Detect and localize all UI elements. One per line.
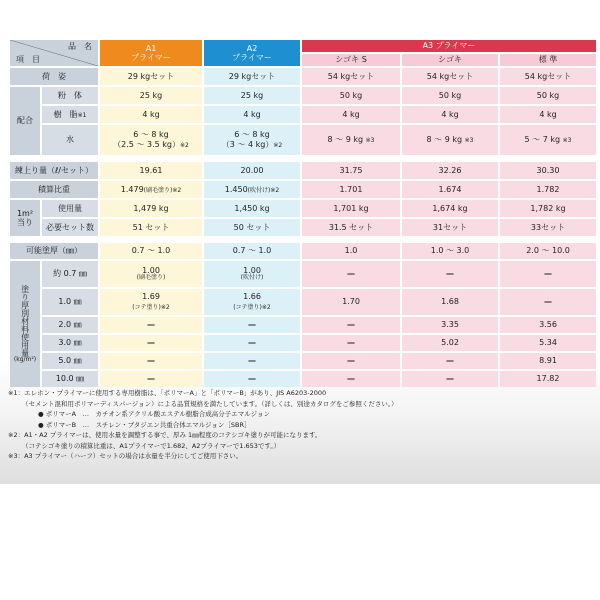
label-nuriatsu-unit: (kg/m²) bbox=[13, 355, 37, 363]
cell-sekisan-a3-2: 1.674 bbox=[402, 181, 498, 198]
cell-hitsuyo-a3-3: 33セット bbox=[500, 219, 596, 236]
header-row-1 bbox=[10, 40, 596, 52]
cell-mizu-a1-mark: ※2 bbox=[179, 141, 189, 149]
label-per-m2: 1m² 当り bbox=[10, 200, 40, 236]
header-a2 bbox=[204, 40, 300, 66]
cell-neriage-a3-1: 31.75 bbox=[302, 162, 400, 179]
cell-thick-1-a2-value: 1.66 bbox=[243, 292, 261, 302]
header-a3-sub-2: シゴキ bbox=[402, 54, 498, 66]
cell-sekisan-a1-note: (刷毛塗り) bbox=[143, 186, 173, 194]
cell-thick-4-a3-2: — bbox=[402, 353, 498, 369]
cell-thick-1-a1 bbox=[100, 289, 202, 315]
cell-mizu-a3-2 bbox=[402, 125, 498, 155]
cell-mizu-a2-mark: ※2 bbox=[273, 141, 283, 149]
row-jushi bbox=[10, 106, 596, 123]
cell-thick-2-a3-1: — bbox=[302, 317, 400, 333]
cell-katsuatsu-a3-1: 1.0 bbox=[302, 243, 400, 259]
label-funtai: 粉 体 bbox=[42, 87, 98, 104]
cell-thick-0-a3-1: — bbox=[302, 261, 400, 287]
header-a1-name: プライマー bbox=[131, 53, 171, 62]
cell-thick-1-a2 bbox=[204, 289, 300, 315]
cell-thick-5-a2: — bbox=[204, 371, 300, 387]
cell-neriage-a3-3: 30.30 bbox=[500, 162, 596, 179]
cell-thick-1-a3-3: — bbox=[500, 289, 596, 315]
label-thick-3: 3.0 ㎜ bbox=[42, 335, 98, 351]
cell-thick-1-a1-note: (コテ塗り) bbox=[132, 303, 161, 311]
footnote-3: ※3：A3 プライマー（ハーフ）セットの場合は水量を半分にしてご使用下さい。 bbox=[8, 452, 243, 460]
row-thick-1 bbox=[10, 289, 596, 315]
row-sekisan bbox=[10, 181, 596, 198]
cell-thick-1-a3-2: 1.68 bbox=[402, 289, 498, 315]
cell-thick-4-a3-3: 8.91 bbox=[500, 353, 596, 369]
label-jushi-mark: ※1 bbox=[77, 111, 87, 119]
header-a1-code: A1 bbox=[145, 43, 157, 53]
cell-mizu-a1-sub: （2.5 〜 3.5 kg） bbox=[113, 139, 180, 149]
cell-katsuatsu-a3-2: 1.0 〜 3.0 bbox=[402, 243, 498, 259]
row-nisugata bbox=[10, 68, 596, 85]
header-a3-sub-3: 標 準 bbox=[500, 54, 596, 66]
cell-jushi-a3-2: 4 kg bbox=[402, 106, 498, 123]
corner-product-label: 品 名 bbox=[68, 42, 92, 51]
cell-jushi-a3-1: 4 kg bbox=[302, 106, 400, 123]
cell-thick-2-a2: — bbox=[204, 317, 300, 333]
cell-sekisan-a3-3: 1.782 bbox=[500, 181, 596, 198]
cell-katsuatsu-a1: 0.7 〜 1.0 bbox=[100, 243, 202, 259]
spec-table bbox=[8, 38, 598, 389]
cell-thick-0-a3-2: — bbox=[402, 261, 498, 287]
cell-hitsuyo-a1: 51 セット bbox=[100, 219, 202, 236]
cell-thick-0-a1 bbox=[100, 261, 202, 287]
cell-sekisan-a1-mark: ※2 bbox=[172, 186, 182, 194]
cell-sekisan-a1 bbox=[100, 181, 202, 198]
label-nisugata: 荷 姿 bbox=[10, 68, 98, 85]
label-mizu: 水 bbox=[42, 125, 98, 155]
cell-katsuatsu-a2: 0.7 〜 1.0 bbox=[204, 243, 300, 259]
footnote-1-line-2: （セメント混和用ポリマーディスパージョン）による品質規格を満たしています。（詳しくは、別途カタログをご参照ください。） bbox=[22, 399, 398, 408]
header-a2-name: プライマー bbox=[232, 53, 272, 62]
label-sekisan: 積算比重 bbox=[10, 181, 98, 198]
cell-neriage-a1: 19.61 bbox=[100, 162, 202, 179]
cell-mizu-a3-3 bbox=[500, 125, 596, 155]
cell-thick-0-a2-value: 1.00 bbox=[243, 265, 261, 275]
cell-funtai-a3-3: 50 kg bbox=[500, 87, 596, 104]
cell-sekisan-a2-value: 1.450 bbox=[224, 184, 248, 194]
cell-mizu-a3-3-mark: ※3 bbox=[562, 137, 572, 145]
cell-jushi-a1: 4 kg bbox=[100, 106, 202, 123]
cell-nisugata-a3-3: 54 kgセット bbox=[500, 68, 596, 85]
cell-thick-0-a2-note: (吹付け) bbox=[240, 274, 264, 282]
row-hitsuyo bbox=[10, 219, 596, 236]
cell-thick-0-a3-3: — bbox=[500, 261, 596, 287]
cell-thick-0-a1-note: (刷毛塗り) bbox=[136, 274, 166, 282]
cell-hitsuyo-a2: 50 セット bbox=[204, 219, 300, 236]
cell-thick-3-a3-2: 5.02 bbox=[402, 335, 498, 351]
cell-thick-1-a2-mark: ※2 bbox=[261, 303, 271, 311]
cell-funtai-a1: 25 kg bbox=[100, 87, 202, 104]
cell-mizu-a3-3-value: 5 〜 7 kg bbox=[524, 135, 561, 145]
cell-sekisan-a2 bbox=[204, 181, 300, 198]
cell-shiyo-a2: 1,450 kg bbox=[204, 200, 300, 217]
cell-thick-3-a3-1: — bbox=[302, 335, 400, 351]
label-thick-5: 10.0 ㎜ bbox=[42, 371, 98, 387]
cell-shiyo-a3-3: 1,782 kg bbox=[500, 200, 596, 217]
cell-mizu-a2-main: 6 〜 8 kg bbox=[234, 130, 270, 140]
header-a1 bbox=[100, 40, 202, 66]
label-nuriatsu bbox=[10, 261, 40, 387]
cell-mizu-a3-1-value: 8 〜 9 kg bbox=[327, 135, 364, 145]
label-haigo: 配合 bbox=[10, 87, 40, 155]
cell-thick-1-a3-1: 1.70 bbox=[302, 289, 400, 315]
cell-mizu-a1 bbox=[100, 125, 202, 155]
cell-jushi-a3-3: 4 kg bbox=[500, 106, 596, 123]
cell-sekisan-a2-mark: ※2 bbox=[270, 186, 280, 194]
cell-sekisan-a1-value: 1.479 bbox=[120, 184, 144, 194]
corner-item-label: 項 目 bbox=[16, 54, 40, 64]
cell-sekisan-a3-1: 1.701 bbox=[302, 181, 400, 198]
footnote-2-line-1: ※2：A1・A2 プライマーは、使用水量を調整する事で、厚み 1㎜程度のコテシゴキ塗りが可能になります。 bbox=[8, 431, 322, 439]
label-thick-1: 1.0 ㎜ bbox=[42, 289, 98, 315]
label-shiyo: 使用量 bbox=[42, 200, 98, 217]
cell-nisugata-a3-1: 54 kgセット bbox=[302, 68, 400, 85]
cell-thick-0-a2 bbox=[204, 261, 300, 287]
cell-thick-5-a3-1: — bbox=[302, 371, 400, 387]
cell-sekisan-a2-note: (吹付け) bbox=[247, 186, 271, 194]
cell-thick-2-a1: — bbox=[100, 317, 202, 333]
label-thick-4: 5.0 ㎜ bbox=[42, 353, 98, 369]
row-thick-5 bbox=[10, 371, 596, 387]
cell-shiyo-a3-1: 1,701 kg bbox=[302, 200, 400, 217]
row-thick-0 bbox=[10, 261, 596, 287]
footnote-1-line-1: ※1：エレホン・プライマーに使用する専用樹脂は、「ポリマーA」と「ポリマーB」があり、JIS A6203-2000 bbox=[8, 389, 327, 397]
cell-shiyo-a1: 1,479 kg bbox=[100, 200, 202, 217]
cell-thick-5-a3-3: 17.82 bbox=[500, 371, 596, 387]
footnote-2-line-2: （コテシゴキ塗りの積算比重は、A1プライマーで1.682、A2プライマーで1.653です。） bbox=[22, 441, 281, 450]
row-funtai bbox=[10, 87, 596, 104]
cell-thick-0-a1-value: 1.00 bbox=[142, 265, 160, 275]
label-jushi-text: 樹 脂 bbox=[53, 109, 78, 119]
cell-thick-3-a2: — bbox=[204, 335, 300, 351]
label-hitsuyo: 必要セット数 bbox=[42, 219, 98, 236]
header-a3: A3 プライマー bbox=[302, 40, 596, 52]
cell-thick-4-a1: — bbox=[100, 353, 202, 369]
cell-mizu-a3-1 bbox=[302, 125, 400, 155]
cell-mizu-a2-sub: （3 〜 4 kg） bbox=[221, 139, 274, 149]
cell-hitsuyo-a3-1: 31.5 セット bbox=[302, 219, 400, 236]
cell-funtai-a3-1: 50 kg bbox=[302, 87, 400, 104]
cell-thick-5-a3-2: — bbox=[402, 371, 498, 387]
footnote-1-polymer-b: ● ポリマーB … スチレン・ブタジエン共重合体エマルジョン［SBR］ bbox=[38, 420, 251, 429]
row-thick-4 bbox=[10, 353, 596, 369]
cell-thick-1-a2-note: (コテ塗り) bbox=[233, 303, 262, 311]
label-thick-0: 約 0.7 ㎜ bbox=[42, 261, 98, 287]
cell-hitsuyo-a3-2: 31セット bbox=[402, 219, 498, 236]
cell-funtai-a2: 25 kg bbox=[204, 87, 300, 104]
cell-mizu-a3-1-mark: ※3 bbox=[365, 137, 375, 145]
row-neriage bbox=[10, 162, 596, 179]
cell-nisugata-a1: 29 kgセット bbox=[100, 68, 202, 85]
label-neriage: 練上り量（ℓ/セット） bbox=[10, 162, 98, 179]
cell-mizu-a3-2-value: 8 〜 9 kg bbox=[426, 135, 463, 145]
cell-thick-4-a3-1: — bbox=[302, 353, 400, 369]
cell-thick-3-a1: — bbox=[100, 335, 202, 351]
cell-mizu-a2 bbox=[204, 125, 300, 155]
cell-thick-1-a1-mark: ※2 bbox=[160, 303, 170, 311]
header-corner bbox=[10, 40, 98, 66]
row-shiyo bbox=[10, 200, 596, 217]
cell-nisugata-a2: 29 kgセット bbox=[204, 68, 300, 85]
cell-nisugata-a3-2: 54 kgセット bbox=[402, 68, 498, 85]
cell-mizu-a1-main: 6 〜 8 kg bbox=[133, 130, 169, 140]
row-thick-2 bbox=[10, 317, 596, 333]
footnotes bbox=[8, 388, 592, 462]
cell-thick-2-a3-2: 3.35 bbox=[402, 317, 498, 333]
footnote-1-polymer-a: ● ポリマーA … カチオン系アクリル酸エステル樹脂合成高分子エマルジョン bbox=[38, 410, 270, 418]
row-thick-3 bbox=[10, 335, 596, 351]
cell-neriage-a2: 20.00 bbox=[204, 162, 300, 179]
cell-shiyo-a3-2: 1,674 kg bbox=[402, 200, 498, 217]
header-a3-sub-1: シゴキ S bbox=[302, 54, 400, 66]
cell-thick-3-a3-3: 5.34 bbox=[500, 335, 596, 351]
label-thick-2: 2.0 ㎜ bbox=[42, 317, 98, 333]
cell-thick-1-a1-value: 1.69 bbox=[142, 292, 160, 302]
header-a2-code: A2 bbox=[246, 43, 258, 53]
row-katsuatsu bbox=[10, 243, 596, 259]
cell-thick-5-a1: — bbox=[100, 371, 202, 387]
cell-thick-2-a3-3: 3.56 bbox=[500, 317, 596, 333]
cell-katsuatsu-a3-3: 2.0 〜 10.0 bbox=[500, 243, 596, 259]
label-nuriatsu-text: 塗り厚別材料使用量 bbox=[20, 284, 30, 357]
cell-neriage-a3-2: 32.26 bbox=[402, 162, 498, 179]
label-jushi bbox=[42, 106, 98, 123]
cell-mizu-a3-2-mark: ※3 bbox=[464, 137, 474, 145]
cell-funtai-a3-2: 50 kg bbox=[402, 87, 498, 104]
cell-thick-4-a2: — bbox=[204, 353, 300, 369]
cell-jushi-a2: 4 kg bbox=[204, 106, 300, 123]
row-mizu bbox=[10, 125, 596, 155]
label-katsuatsu: 可能塗厚（㎜） bbox=[10, 243, 98, 259]
